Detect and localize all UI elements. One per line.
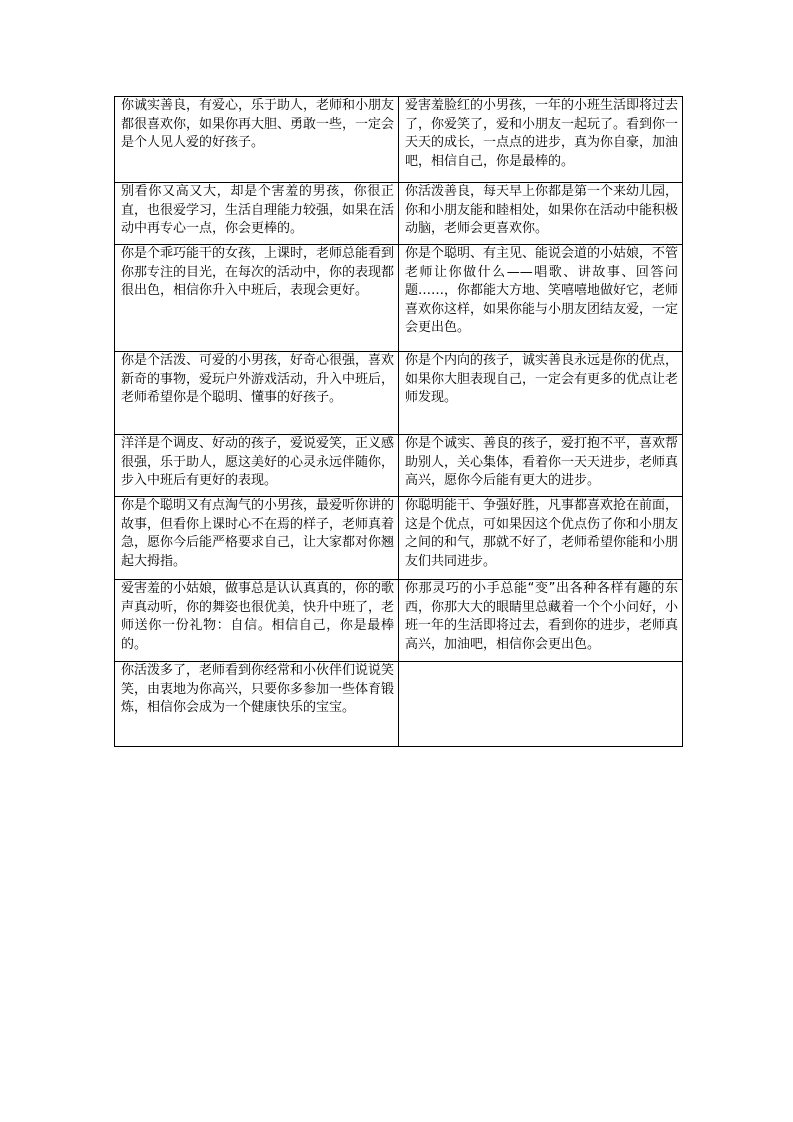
table-row xyxy=(115,580,683,662)
table-row xyxy=(115,183,683,245)
table-row xyxy=(115,435,683,497)
comment-cell: 别看你又高又大，却是个害羞的男孩，你很正直，也很爱学习，生活自理能力较强，如果在活动中再专心一点，你会更棒的。 xyxy=(115,183,399,245)
comment-cell: 你活泼多了，老师看到你经常和小伙伴们说说笑笑，由衷地为你高兴，只要你多参加一些体育锻炼，相信你会成为一个健康快乐的宝宝。 xyxy=(115,662,399,747)
comment-cell: 你是个乖巧能干的女孩，上课时，老师总能看到你那专注的目光，在每次的活动中，你的表现都很出色，相信你升入中班后，表现会更好。 xyxy=(115,245,399,352)
empty-cell xyxy=(399,662,683,747)
comments-table xyxy=(114,96,683,747)
table-row xyxy=(115,662,683,747)
comment-cell: 你聪明能干、争强好胜，凡事都喜欢抢在前面，这是个优点，可如果因这个优点伤了你和小朋友之间的和气，那就不好了，老师希望你能和小朋友们共同进步。 xyxy=(399,497,683,580)
table-row xyxy=(115,245,683,352)
comment-cell: 你活泼善良，每天早上你都是第一个来幼儿园，你和小朋友能和睦相处，如果你在活动中能积极动脑，老师会更喜欢你。 xyxy=(399,183,683,245)
table-row xyxy=(115,352,683,435)
comment-cell: 洋洋是个调皮、好动的孩子，爱说爱笑，正义感很强，乐于助人，愿这美好的心灵永远伴随你，步入中班后有更好的表现。 xyxy=(115,435,399,497)
table-row xyxy=(115,497,683,580)
table-row xyxy=(115,97,683,183)
comment-cell: 你那灵巧的小手总能“变”出各种各样有趣的东西，你那大大的眼睛里总藏着一个个小问好，小班一年的生活即将过去，看到你的进步，老师真高兴，加油吧，相信你会更出色。 xyxy=(399,580,683,662)
comment-cell: 爱害羞脸红的小男孩，一年的小班生活即将过去了，你爱笑了，爱和小朋友一起玩了。看到你一天天的成长，一点点的进步，真为你自豪，加油吧，相信自己，你是最棒的。 xyxy=(399,97,683,183)
comment-cell: 你是个聪明又有点淘气的小男孩，最爱听你讲的故事，但看你上课时心不在焉的样子，老师真着急，愿你今后能严格要求自己，让大家都对你翘起大拇指。 xyxy=(115,497,399,580)
comment-cell: 你是个诚实、善良的孩子，爱打抱不平，喜欢帮助别人，关心集体，看着你一天天进步，老师真高兴，愿你今后能有更大的进步。 xyxy=(399,435,683,497)
comment-cell: 爱害羞的小姑娘，做事总是认认真真的，你的歌声真动听，你的舞姿也很优美，快升中班了，老师送你一份礼物：自信。相信自己，你是最棒的。 xyxy=(115,580,399,662)
comment-cell: 你是个聪明、有主见、能说会道的小姑娘，不管老师让你做什么——唱歌、讲故事、回答问题……，你都能大方地、笑嘻嘻地做好它，老师喜欢你这样，如果你能与小朋友团结友爱，一定会更出色。 xyxy=(399,245,683,352)
comment-cell: 你诚实善良，有爱心，乐于助人，老师和小朋友都很喜欢你，如果你再大胆、勇敢一些，一定会是个人见人爱的好孩子。 xyxy=(115,97,399,183)
comment-cell: 你是个活泼、可爱的小男孩，好奇心很强，喜欢新奇的事物，爱玩户外游戏活动，升入中班后，老师希望你是个聪明、懂事的好孩子。 xyxy=(115,352,399,435)
comment-cell: 你是个内向的孩子，诚实善良永远是你的优点，如果你大胆表现自己，一定会有更多的优点让老师发现。 xyxy=(399,352,683,435)
